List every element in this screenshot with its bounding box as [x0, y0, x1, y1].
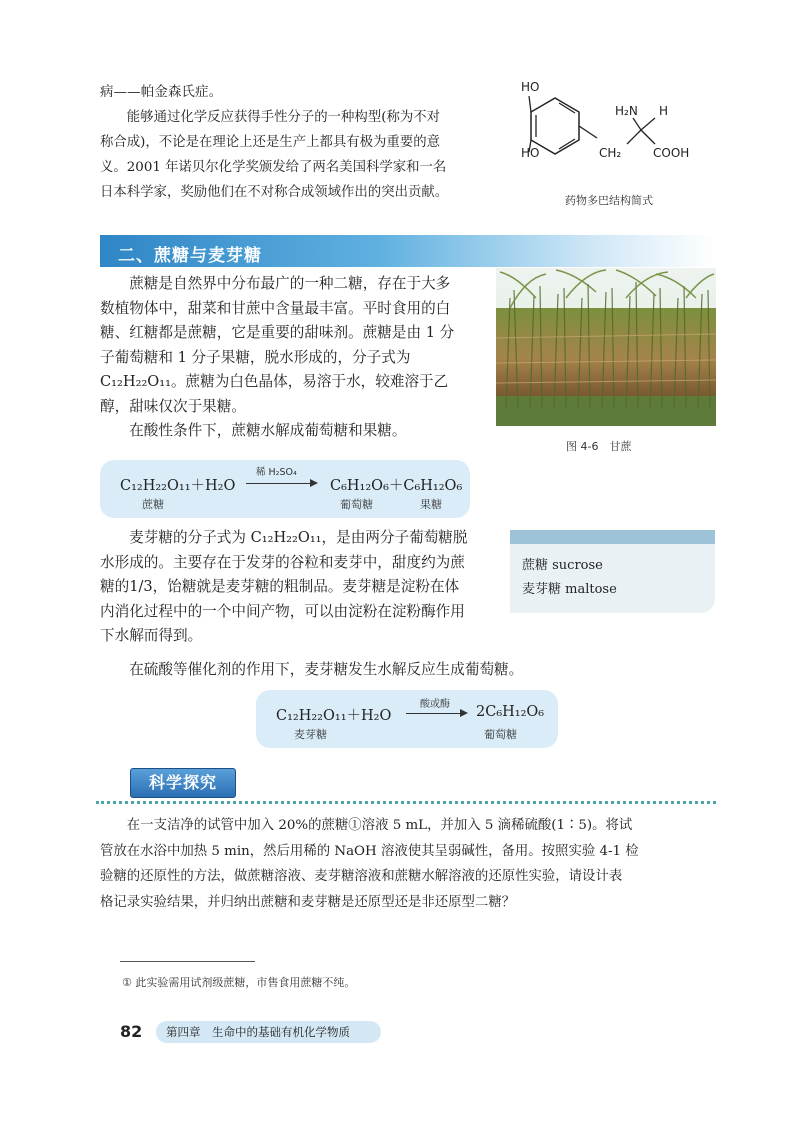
- dotted-divider: [96, 801, 716, 804]
- h2n-label: H₂N: [615, 104, 638, 118]
- eq2-left: C₁₂H₂₂O₁₁＋H₂O: [276, 708, 392, 724]
- explore-line-3: 验糖的还原性的方法，做蔗糖溶液、麦芽糖溶液和蔗糖水解溶液的还原性实验，请设计表: [100, 869, 623, 884]
- eq1-right: C₆H₁₂O₆＋C₆H₁₂O₆: [330, 478, 463, 494]
- sucrose-line-5: C₁₂H₂₂O₁₁。蔗糖为白色晶体，易溶于水，较难溶于乙: [100, 373, 449, 390]
- maltose-line-4: 内消化过程中的一个中间产物，可以由淀粉在淀粉酶作用: [100, 602, 465, 620]
- maltose-line-2: 水形成的。主要存在于发芽的谷粒和麦芽中，甜度约为蔗: [100, 553, 465, 571]
- explore-paragraph: [100, 813, 720, 915]
- glossary-item-sucrose: 蔗糖 sucrose: [522, 558, 603, 573]
- eq2-arrow-head: [460, 709, 468, 717]
- ch2-label: CH₂: [599, 146, 622, 160]
- intro-line-3: 义。2001 年诺贝尔化学奖颁发给了两名美国科学家和一名: [100, 160, 447, 175]
- h-label: H: [659, 104, 669, 118]
- eq1-right-name-1: 葡萄糖: [340, 498, 373, 511]
- glossary-box-header: [510, 530, 715, 544]
- eq2-left-name: 麦芽糖: [294, 728, 327, 741]
- eq1-left-name: 蔗糖: [142, 498, 164, 511]
- sugarcane-illustration: [496, 268, 716, 426]
- eq2-arrow-line: [406, 713, 462, 714]
- eq1-right-name-2: 果糖: [420, 498, 442, 511]
- eq1-left: C₁₂H₂₂O₁₁＋H₂O: [120, 478, 236, 494]
- cooh-label: COOH: [653, 146, 690, 160]
- footnote: ① 此实验需用试剂级蔗糖，市售食用蔗糖不纯。: [122, 976, 356, 989]
- explore-line-4: 格记录实验结果，并归纳出蔗糖和麦芽糖是还原型还是非还原型二糖？: [100, 894, 516, 910]
- ho-bottom-label: HO: [521, 146, 540, 160]
- sucrose-line-3: 糖、红糖都是蔗糖，它是重要的甜味剂。蔗糖是由 1 分: [100, 324, 455, 341]
- intro-line-0: 病——帕金森氏症。: [100, 85, 223, 100]
- maltose-paragraph: [100, 526, 500, 649]
- sucrose-paragraph: [100, 272, 492, 444]
- structure-caption: 药物多巴结构简式: [565, 194, 653, 207]
- glossary-item-maltose: 麦芽糖 maltose: [522, 582, 617, 597]
- sucrose-line-1: 蔗糖是自然界中分布最广的一种二糖，存在于大多: [129, 275, 451, 292]
- photo-caption: 图 4-6 甘蔗: [566, 440, 632, 453]
- maltose-line-1: 麦芽糖的分子式为 C₁₂H₂₂O₁₁，是由两分子葡萄糖脱: [129, 529, 468, 546]
- maltose-catalyst-text: 在硫酸等催化剂的作用下，麦芽糖发生水解反应生成葡萄糖。: [129, 661, 524, 678]
- eq2-right-name: 葡萄糖: [484, 728, 517, 741]
- sucrose-line-6: 醇，甜味仅次于果糖。: [100, 397, 246, 415]
- eq1-arrow-head: [310, 479, 318, 487]
- page-number: 82: [120, 1022, 143, 1041]
- explore-line-1: 在一支洁净的试管中加入 20%的蔗糖①溶液 5 mL，并加入 5 滴稀硫酸(1∶5)。将试: [126, 818, 633, 833]
- section-title: 二、蔗糖与麦芽糖: [118, 246, 262, 266]
- sugarcane-photo: [496, 268, 716, 426]
- dopa-structure-svg: [515, 78, 725, 188]
- eq1-condition: 稀 H₂SO₄: [256, 467, 297, 478]
- eq2-right: 2C₆H₁₂O₆: [476, 704, 545, 720]
- intro-paragraph: [100, 105, 510, 205]
- dopa-structure: [515, 78, 725, 188]
- ho-top-label: HO: [521, 80, 540, 94]
- explore-line-2: 管放在水浴中加热 5 min，然后用稀的 NaOH 溶液使其呈弱碱性，备用。按照实验 4-1 检: [100, 843, 639, 859]
- eq1-arrow-line: [246, 483, 312, 484]
- eq2-condition: 酸或酶: [420, 699, 450, 710]
- intro-line-2: 称合成)，不论是在理论上还是生产上都具有极为重要的意: [100, 135, 440, 150]
- footnote-rule: [120, 961, 255, 962]
- intro-line-1: 能够通过化学反应获得手性分子的一种构型(称为不对: [126, 110, 441, 125]
- sucrose-hydrolysis-text: 在酸性条件下，蔗糖水解成葡萄糖和果糖。: [129, 422, 407, 439]
- intro-line-4: 日本科学家，奖励他们在不对称合成领域作出的突出贡献。: [100, 185, 449, 200]
- science-explore-badge: 科学探究: [130, 768, 236, 798]
- glossary-list: [522, 554, 617, 602]
- sucrose-line-4: 子葡萄糖和 1 分子果糖，脱水形成的，分子式为: [100, 348, 411, 366]
- sucrose-line-2: 数植物体中，甜菜和甘蔗中含量最丰富。平时食用的白: [100, 299, 451, 317]
- maltose-line-5: 下水解而得到。: [100, 627, 203, 644]
- chapter-label: 第四章 生命中的基础有机化学物质: [156, 1021, 381, 1043]
- maltose-line-3: 糖的1/3，饴糖就是麦芽糖的粗制品。麦芽糖是淀粉在体: [100, 578, 460, 595]
